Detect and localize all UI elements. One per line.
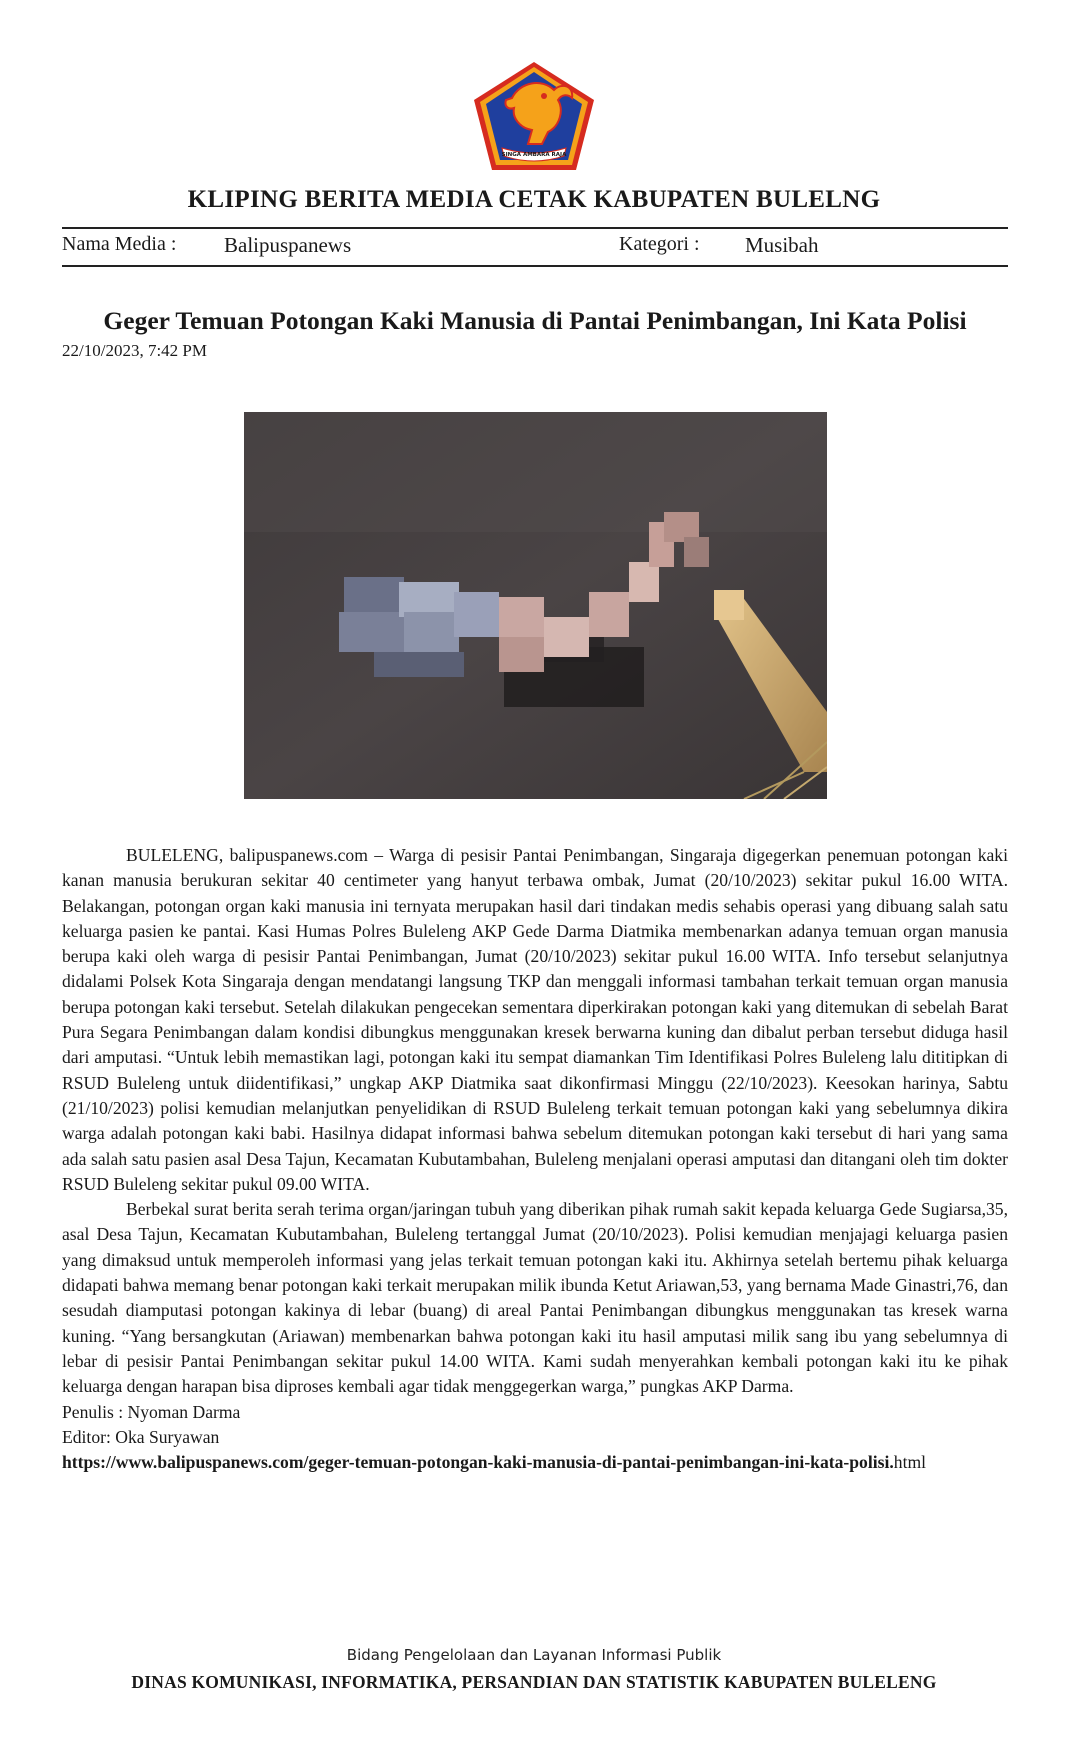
article-date: 22/10/2023, 7:42 PM	[62, 341, 207, 360]
footer-agency: DINAS KOMUNIKASI, INFORMATIKA, PERSANDIAN DAN STATISTIK KABUPATEN BULELENG	[131, 1672, 937, 1692]
crest-icon	[472, 60, 596, 172]
document-title: KLIPING BERITA MEDIA CETAK KABUPATEN BULELNG	[187, 186, 881, 213]
svg-text:SINGA AMBARA RAJA: SINGA AMBARA RAJA	[501, 152, 567, 158]
category-value: Musibah	[745, 233, 819, 257]
media-name-label: Nama Media :	[62, 233, 177, 255]
buleleng-crest-logo	[472, 60, 596, 172]
blurred-news-image	[244, 412, 827, 799]
source-url-tail: html	[893, 1452, 927, 1473]
category-label: Kategori :	[619, 233, 700, 255]
footer-division: Bidang Pengelolaan dan Layanan Informasi Publik	[346, 1646, 722, 1664]
article-headline: Geger Temuan Potongan Kaki Manusia di Pantai Penimbangan, Ini Kata Polisi	[103, 306, 967, 335]
article-source-link[interactable]	[62, 1450, 1008, 1475]
article-paragraph: Berbekal surat berita serah terima organ/jaringan tubuh yang diberikan pihak rumah sakit kepada keluarga Gede Sugiarsa,35, asal Desa Tajun, Kecamatan Kubutambahan, Buleleng tertanggal Jumat (20/10/2023). Polisi kemudian menjajagi keluarga pasien yang dimaksud untuk memperoleh informasi yang jelas terkait temuan potongan kaki itu. Akhirnya setelah bertemu pihak keluarga didapati bahwa memang benar potongan kaki terkait merupakan milik ibunda Ketut Ariawan,53, yang bernama Made Ginastri,76, dan sesudah diamputasi potongan kakinya di lebar (buang) di areal Pantai Penimbangan dibungkus menggunakan tas kresek warna kuning. “Yang bersangkutan (Ariawan) membenarkan bahwa potongan kaki itu hasil amputasi milik sang ibu yang sebelumnya di lebar di pesisir Pantai Penimbangan sekitar pukul 14.00 WITA. Kami sudah menyerahkan kembali potongan kaki itu ke pihak keluarga dengan harapan bisa diproses kembali agar tidak menggegerkan warga,” pungkas AKP Darma.	[62, 1199, 1008, 1397]
source-url-bold: https://www.balipuspanews.com/geger-temuan-potongan-kaki-manusia-di-pantai-penimbangan-ini-kata-polisi.	[62, 1452, 894, 1473]
media-name-value: Balipuspanews	[224, 233, 352, 257]
article-author: Penulis : Nyoman Darma	[62, 1401, 241, 1422]
article-paragraph: BULELENG, balipuspanews.com – Warga di pesisir Pantai Penimbangan, Singaraja digegerkan penemuan potongan kaki kanan manusia berukuran sekitar 40 centimeter yang hanyut terbawa ombak, Jumat (20/10/2023) sekitar pukul 16.00 WITA. Belakangan, potongan organ kaki manusia ini ternyata merupakan hasil dari tindakan medis sehabis operasi yang dibuang salah satu keluarga pasien ke pantai. Kasi Humas Polres Buleleng AKP Gede Darma Diatmika membenarkan adanya temuan organ manusia berupa kaki oleh warga di pesisir Pantai Penimbangan, Jumat (20/10/2023) sekitar pukul 16.00 WITA. Info tersebut selanjutnya didalami Polsek Kota Singaraja dengan mendatangi langsung TKP dan menggali informasi tambahan terkait temuan organ manusia berupa potongan kaki tersebut. Setelah dilakukan pengecekan sementara diperkirakan potongan kaki yang ditemukan di sebelah Barat Pura Segara Penimbangan dalam kondisi dibungkus menggunakan kresek berwarna kuning dan dibalut perban tersebut diduga hasil dari amputasi. “Untuk lebih memastikan lagi, potongan kaki itu sempat diamankan Tim Identifikasi Polres Buleleng lalu dititipkan di RSUD Buleleng untuk diidentifikasi,” ungkap AKP Diatmika saat dikonfirmasi Minggu (22/10/2023). Keesokan harinya, Sabtu (21/10/2023) polisi kemudian melanjutkan penyelidikan di RSUD Buleleng terkait temuan potongan kaki yang sebelumnya dikira warga adalah potongan kaki babi. Hasilnya didapat informasi bahwa sebelum ditemukan potongan kaki tersebut di hari yang sama ada salah satu pasien asal Desa Tajun, Kecamatan Kubutambahan, Buleleng menjalani operasi amputasi dan ditangani oleh tim dokter RSUD Buleleng sekitar pukul 09.00 WITA.	[62, 845, 1008, 1194]
divider-bottom	[62, 265, 1008, 267]
article-body	[62, 843, 1008, 1475]
article-photo	[244, 412, 827, 799]
article-editor: Editor: Oka Suryawan	[62, 1426, 220, 1447]
divider-top	[62, 227, 1008, 229]
